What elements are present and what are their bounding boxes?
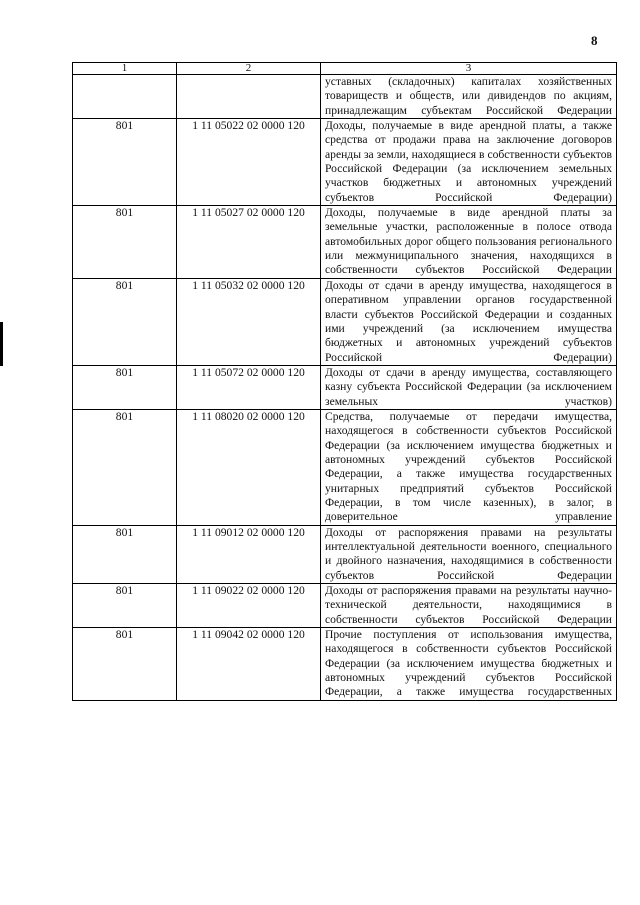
column-header-3: 3 — [321, 63, 617, 75]
table-row — [73, 365, 617, 409]
column-header-1: 1 — [73, 63, 177, 75]
revenue-code-cell: 1 11 05022 02 0000 120 — [177, 119, 321, 206]
revenue-code-cell: 1 11 09042 02 0000 120 — [177, 628, 321, 701]
description-cell: Доходы, получаемые в виде арендной платы за земельные участки, расположенные в полосе отвода автомобильных дорог общего пользования регионального или межмуниципального значения, находящихся в собственности субъектов Российской Федерации — [321, 206, 617, 279]
revenue-code-cell: 1 11 05032 02 0000 120 — [177, 278, 321, 365]
revenue-code-cell: 1 11 05072 02 0000 120 — [177, 365, 321, 409]
administrator-code-cell: 801 — [73, 119, 177, 206]
revenue-code-cell: 1 11 09012 02 0000 120 — [177, 525, 321, 583]
administrator-code-cell: 801 — [73, 206, 177, 279]
table-row — [73, 278, 617, 365]
scan-edge-mark — [0, 322, 3, 366]
description-cell: Доходы от сдачи в аренду имущества, составляющего казну субъекта Российской Федерации (за исключением земельных участков) — [321, 365, 617, 409]
revenue-code-cell: 1 11 05027 02 0000 120 — [177, 206, 321, 279]
table-row — [73, 525, 617, 583]
table-header-row — [73, 63, 617, 75]
table-row — [73, 119, 617, 206]
revenue-codes-table — [72, 62, 617, 701]
administrator-code-cell: 801 — [73, 409, 177, 525]
description-cell: Прочие поступления от использования имущества, находящегося в собственности субъектов Российской Федерации (за исключением имущества бюджетных и автономных учреждений субъектов Российской Федерации, а также имущества государственных — [321, 628, 617, 701]
administrator-code-cell — [73, 75, 177, 119]
description-cell: Доходы от сдачи в аренду имущества, находящегося в оперативном управлении органов государственной власти субъектов Российской Федерации и созданных ими учреждений (за исключением имущества бюджетных и автономных учреждений субъектов Российской Федерации) — [321, 278, 617, 365]
description-cell: Доходы от распоряжения правами на результаты научно-технической деятельности, находящимися в собственности субъектов Российской Федерации — [321, 584, 617, 628]
revenue-code-cell: 1 11 09022 02 0000 120 — [177, 584, 321, 628]
table-row — [73, 584, 617, 628]
description-cell: уставных (складочных) капиталах хозяйственных товариществ и обществ, или дивидендов по акциям, принадлежащим субъектам Российской Федерации — [321, 75, 617, 119]
description-cell: Доходы, получаемые в виде арендной платы, а также средства от продажи права на заключение договоров аренды за земли, находящиеся в собственности субъектов Российской Федерации (за исключением земельных участков бюджетных и автономных учреждений субъектов Российской Федерации) — [321, 119, 617, 206]
description-cell: Средства, получаемые от передачи имущества, находящегося в собственности субъектов Российской Федерации (за исключением имущества бюджетных и автономных учреждений субъектов Российской Федерации, а также имущества государственных унитарных предприятий субъектов Российской Федерации, в том числе казенных), в залог, в доверительное управление — [321, 409, 617, 525]
table-row — [73, 75, 617, 119]
column-header-2: 2 — [177, 63, 321, 75]
administrator-code-cell: 801 — [73, 278, 177, 365]
revenue-code-cell — [177, 75, 321, 119]
table-row — [73, 628, 617, 701]
table-row — [73, 206, 617, 279]
page-number: 8 — [591, 33, 598, 48]
administrator-code-cell: 801 — [73, 628, 177, 701]
description-cell: Доходы от распоряжения правами на результаты интеллектуальной деятельности военного, специального и двойного назначения, находящимися в собственности субъектов Российской Федерации — [321, 525, 617, 583]
administrator-code-cell: 801 — [73, 525, 177, 583]
revenue-code-cell: 1 11 08020 02 0000 120 — [177, 409, 321, 525]
administrator-code-cell: 801 — [73, 365, 177, 409]
administrator-code-cell: 801 — [73, 584, 177, 628]
table-row — [73, 409, 617, 525]
